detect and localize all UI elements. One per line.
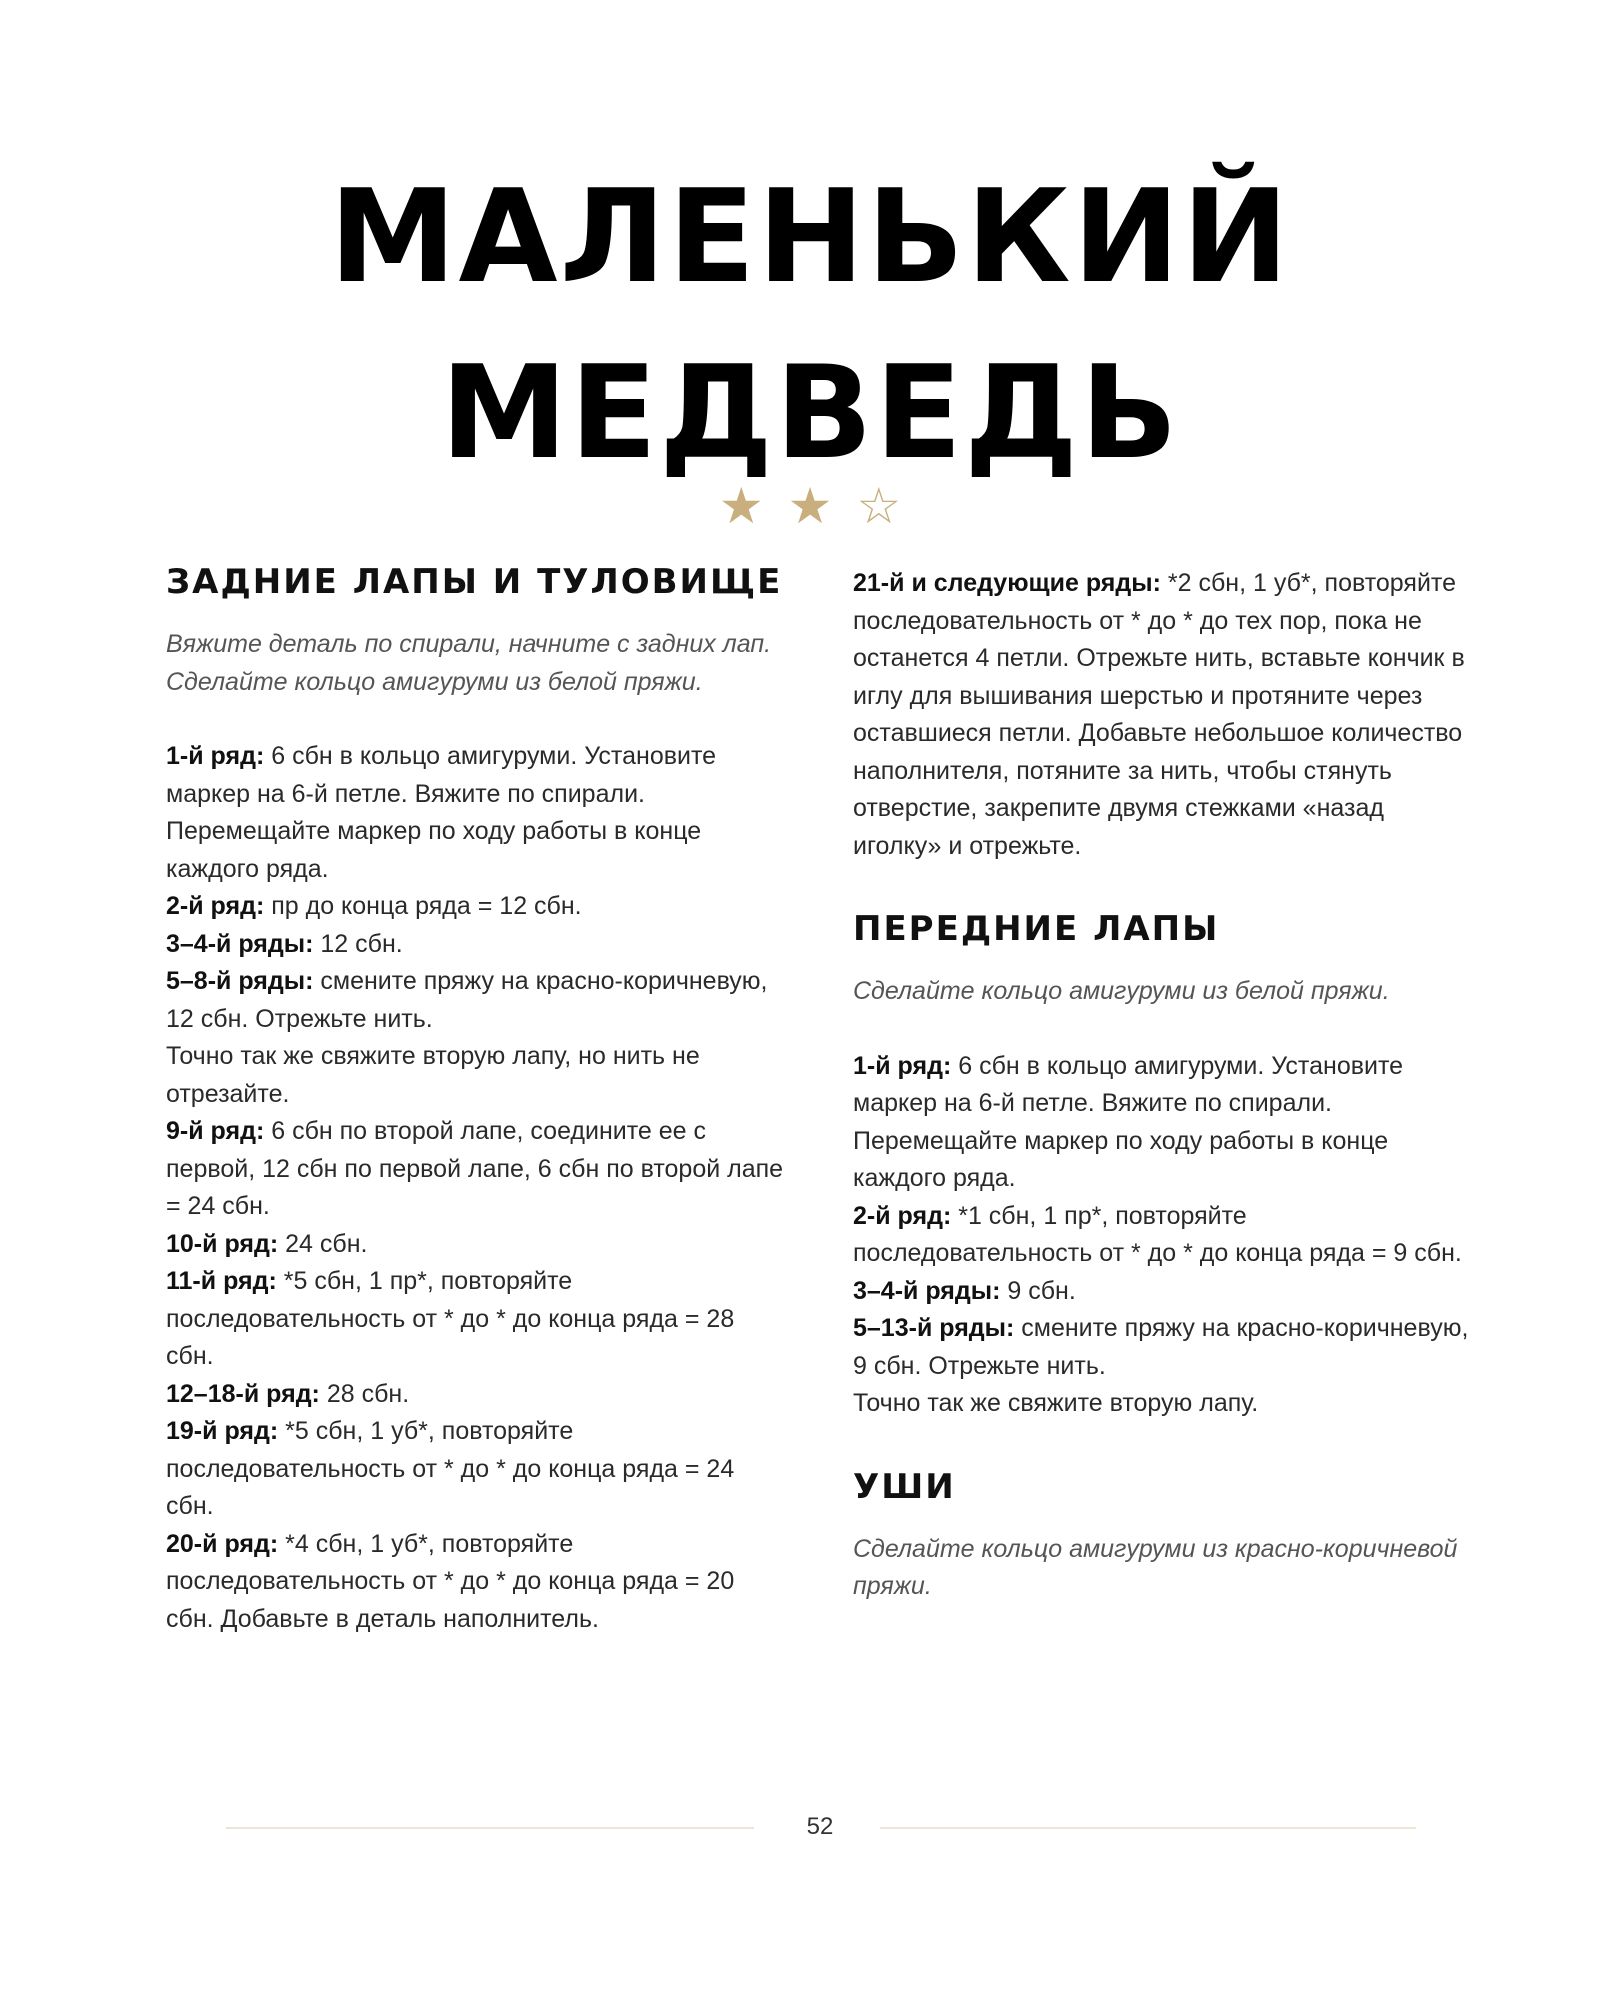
row-text: Точно так же свяжите вторую лапу. <box>853 1389 1259 1417</box>
instruction-row <box>853 1310 1473 1385</box>
row-label: 5–13-й ряды: <box>853 1314 1015 1342</box>
row-label: 1-й ряд: <box>853 1051 952 1080</box>
instruction-row <box>166 1038 786 1113</box>
row-list-front-legs <box>853 1048 1473 1423</box>
instruction-row <box>853 1198 1473 1273</box>
section-heading-hind-legs: ЗАДНИЕ ЛАПЫ И ТУЛОВИЩЕ <box>166 562 783 602</box>
row-text: смените пряжу на красно-коричневую, 9 сбн. Отрежьте нить. <box>853 1314 1469 1380</box>
footer-divider-left <box>226 1827 754 1829</box>
row-text: пр до конца ряда = 12 сбн. <box>264 892 582 920</box>
row-label: 10-й ряд: <box>166 1229 279 1258</box>
row-text: 6 сбн по второй лапе, соедините ее с первой, 12 сбн по первой лапе, 6 сбн по второй лапе = 24 сбн. <box>166 1117 784 1220</box>
row-label: 11-й ряд: <box>166 1267 277 1295</box>
page-number: 52 <box>806 1813 834 1840</box>
row-text: Точно так же свяжите вторую лапу, но нить не отрезайте. <box>166 1042 700 1108</box>
row-label: 3–4-й ряды: <box>166 929 314 958</box>
section-intro-front-legs: Сделайте кольцо амигуруми из белой пряжи. <box>853 977 1390 1005</box>
row-text: *5 сбн, 1 пр*, повторяйте последовательность от * до * до конца ряда = 28 сбн. <box>166 1267 735 1370</box>
footer-divider-right <box>880 1827 1416 1829</box>
row-list-continued <box>853 565 1473 865</box>
left-column <box>166 560 786 1638</box>
row-text: 6 сбн в кольцо амигуруми. Установите маркер на 6-й петле. Вяжите по спирали. Перемещайте маркер по ходу работы в конце каждого ряда. <box>166 742 717 883</box>
row-label: 21-й и следующие ряды: <box>853 569 1161 597</box>
row-text: *5 сбн, 1 уб*, повторяйте последовательность от * до * до конца ряда = 24 сбн. <box>166 1417 735 1520</box>
row-text: смените пряжу на красно-коричневую, 12 сбн. Отрежьте нить. <box>166 967 768 1033</box>
instruction-row <box>166 926 786 964</box>
row-text: 12 сбн. <box>313 929 403 958</box>
row-label: 1-й ряд: <box>166 742 265 770</box>
row-label: 19-й ряд: <box>166 1417 279 1445</box>
row-label: 3–4-й ряды: <box>853 1276 1001 1305</box>
instruction-row <box>166 1413 786 1526</box>
title-line-1: МАЛЕНЬКИЙ <box>329 163 1291 312</box>
instruction-row <box>853 1048 1473 1198</box>
row-text: *1 сбн, 1 пр*, повторяйте последовательность от * до * до конца ряда = 9 сбн. <box>853 1201 1462 1267</box>
instruction-row <box>166 1376 786 1414</box>
section-heading-front-legs: ПЕРЕДНИЕ ЛАПЫ <box>853 909 1220 949</box>
row-label: 20-й ряд: <box>166 1529 279 1558</box>
instruction-row <box>853 1273 1473 1311</box>
row-label: 2-й ряд: <box>853 1201 952 1230</box>
row-list-hind-legs <box>166 738 786 1638</box>
difficulty-rating <box>0 478 1620 534</box>
star-empty-icon: ☆ <box>856 477 902 535</box>
right-column <box>853 565 1473 1643</box>
row-label: 12–18-й ряд: <box>166 1379 320 1408</box>
row-text: 24 сбн. <box>278 1229 368 1258</box>
title-line-2: МЕДВЕДЬ <box>440 339 1180 488</box>
row-label: 9-й ряд: <box>166 1117 265 1145</box>
row-text: *2 сбн, 1 уб*, повторяйте последовательность от * до * до тех пор, пока не останется 4 петли. Отрежьте нить, вставьте кончик в иглу для вышивания шерстью и протяните через оставшиеся петли. Добавьте небольшое количество наполнителя, потяните за нить, чтобы стянуть отверстие, закрепите двумя стежками «назад иголку» и отрежьте. <box>853 569 1465 860</box>
page-title <box>0 150 1620 502</box>
instruction-row <box>166 1263 786 1376</box>
instruction-row <box>166 963 786 1038</box>
instruction-row <box>853 1385 1473 1423</box>
star-filled-icon: ★ <box>718 477 764 535</box>
instruction-row <box>166 1526 786 1639</box>
section-intro-hind-legs: Вяжите деталь по спирали, начните с задних лап. Сделайте кольцо амигуруми из белой пряжи. <box>166 630 772 696</box>
row-text: 6 сбн в кольцо амигуруми. Установите маркер на 6-й петле. Вяжите по спирали. Перемещайте маркер по ходу работы в конце каждого ряда. <box>853 1051 1404 1192</box>
row-text: *4 сбн, 1 уб*, повторяйте последовательность от * до * до конца ряда = 20 сбн. Добавьте в деталь наполнитель. <box>166 1529 735 1633</box>
instruction-row <box>166 1113 786 1226</box>
row-label: 2-й ряд: <box>166 892 265 920</box>
row-label: 5–8-й ряды: <box>166 967 314 995</box>
row-text: 9 сбн. <box>1000 1276 1076 1305</box>
star-filled-icon: ★ <box>787 477 833 535</box>
instruction-row <box>166 1226 786 1264</box>
row-text: 28 сбн. <box>319 1379 410 1408</box>
instruction-row <box>853 565 1473 865</box>
instruction-row <box>166 888 786 926</box>
instruction-row <box>166 738 786 888</box>
section-intro-ears: Сделайте кольцо амигуруми из красно-коричневой пряжи. <box>853 1534 1458 1600</box>
section-heading-ears: УШИ <box>853 1466 956 1507</box>
